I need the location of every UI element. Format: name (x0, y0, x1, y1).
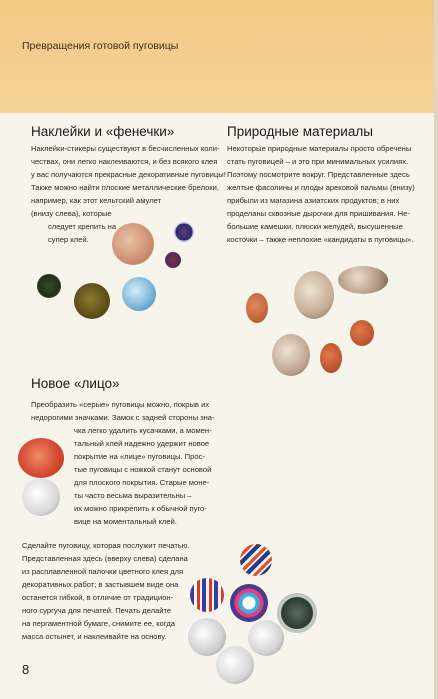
silver-coin-button (22, 478, 60, 516)
stickers-line-7: следует крепить на (48, 222, 117, 231)
page-edge (434, 0, 438, 699)
areca-button-1 (294, 271, 334, 319)
face-line-4: тальный клей надежно удержит новое (74, 439, 210, 448)
natural-line-4: желтые фасолины и плоды арековой пальмы (внизу) (227, 183, 415, 192)
face-line-12: Представленная здесь (вверху слева) сделана (22, 554, 188, 563)
page-number: 8 (22, 662, 30, 677)
page-header-title: Превращения готовой пуговицы (22, 40, 179, 52)
face-line-7: для плоского покрытия. Старые моне- (74, 478, 210, 487)
face-line-15: останется гибкой, в отличие от традицион- (22, 593, 174, 602)
striped-badge-button-2 (190, 578, 224, 612)
stickers-line-4: Также можно найти плоские металлические брелоки, (31, 183, 219, 192)
areca-button-2 (338, 266, 388, 294)
stickers-line-8: супер клей. (48, 235, 89, 244)
section-heading-stickers: Наклейки и «фенечки» (31, 124, 175, 139)
face-line-17: на пергаментной бумаге, снимите ее, когда (22, 619, 175, 628)
face-line-9: их можно прикрепить к обычной пуго- (74, 504, 207, 513)
natural-line-8: косточки – также неплохие «кандидаты в пуговицы». (227, 235, 414, 244)
stickers-line-2: чествах, они легко наклеиваются, и без всякого клея (31, 157, 218, 166)
green-sticker-button (74, 283, 110, 319)
stickers-line-5: например, как этот кельтский амулет (31, 196, 162, 205)
colorful-badge-button (230, 584, 268, 622)
natural-line-7: большие камешки, плюски желудей, высушенные (227, 222, 403, 231)
face-line-14: декоративных работ; в застывшем виде она (22, 580, 179, 589)
natural-line-5: прибыли из магазина азиатских продуктов; в них (227, 196, 400, 205)
face-line-3: чка легко удалить кусачками, а момен- (74, 426, 212, 435)
wax-seal-button (18, 438, 64, 478)
coin-button-3 (216, 646, 254, 684)
grey-ring-button (277, 593, 317, 633)
face-line-8: ты часто весьма выразительны – (74, 491, 192, 500)
stickers-line-6: (внизу слева), которые (31, 209, 112, 218)
blue-sticker-button (122, 277, 156, 311)
face-line-13: из расплавленной палочки цветного клея для (22, 567, 184, 576)
face-line-10: вице на моментальный клей. (74, 517, 177, 526)
floral-sticker-button (112, 223, 154, 265)
bean-button-1 (246, 293, 268, 323)
page-header-band (0, 0, 438, 113)
face-line-5: покрытие на «лице» пуговицы. Прос- (74, 452, 205, 461)
coin-button-2 (248, 620, 284, 656)
stickers-line-3: у вас получаются прекрасные декоративные пуговицы! (31, 170, 226, 179)
bean-button-3 (320, 343, 342, 373)
face-line-16: ного сургуча для печатей. Печать делайте (22, 606, 172, 615)
natural-line-1: Некоторые природные материалы просто обречены (227, 144, 412, 153)
areca-button-3 (272, 334, 310, 376)
small-dark-button (165, 252, 181, 268)
striped-badge-button-1 (240, 544, 272, 576)
face-line-2: недорогими значками. Замок с задней стороны зна- (31, 413, 215, 422)
face-line-6: тые пуговицы с ножкой станут основой (74, 465, 212, 474)
stickers-line-1: Наклейки-стикеры существуют в бесчисленных коли- (31, 144, 220, 153)
natural-line-3: Поэтому посмотрите вокруг. Представленные здесь (227, 170, 410, 179)
section-heading-new-face: Новое «лицо» (31, 376, 120, 391)
face-line-18: масса остынет, и наклеивайте на основу. (22, 632, 167, 641)
coin-button-1 (188, 618, 226, 656)
small-purple-button (174, 222, 194, 242)
face-line-1: Преобразить «серые» пуговицы можно, покрыв их (31, 400, 210, 409)
natural-line-2: стать пуговицей – и это при минимальных усилиях. (227, 157, 409, 166)
natural-line-6: проделаны сквозные дырочки для пришивания. Не- (227, 209, 410, 218)
celtic-amulet-button (37, 274, 61, 298)
section-heading-natural: Природные материалы (227, 124, 373, 139)
bean-button-2 (350, 320, 374, 346)
face-line-11: Сделайте пуговицу, которая послужит печатью. (22, 541, 190, 550)
